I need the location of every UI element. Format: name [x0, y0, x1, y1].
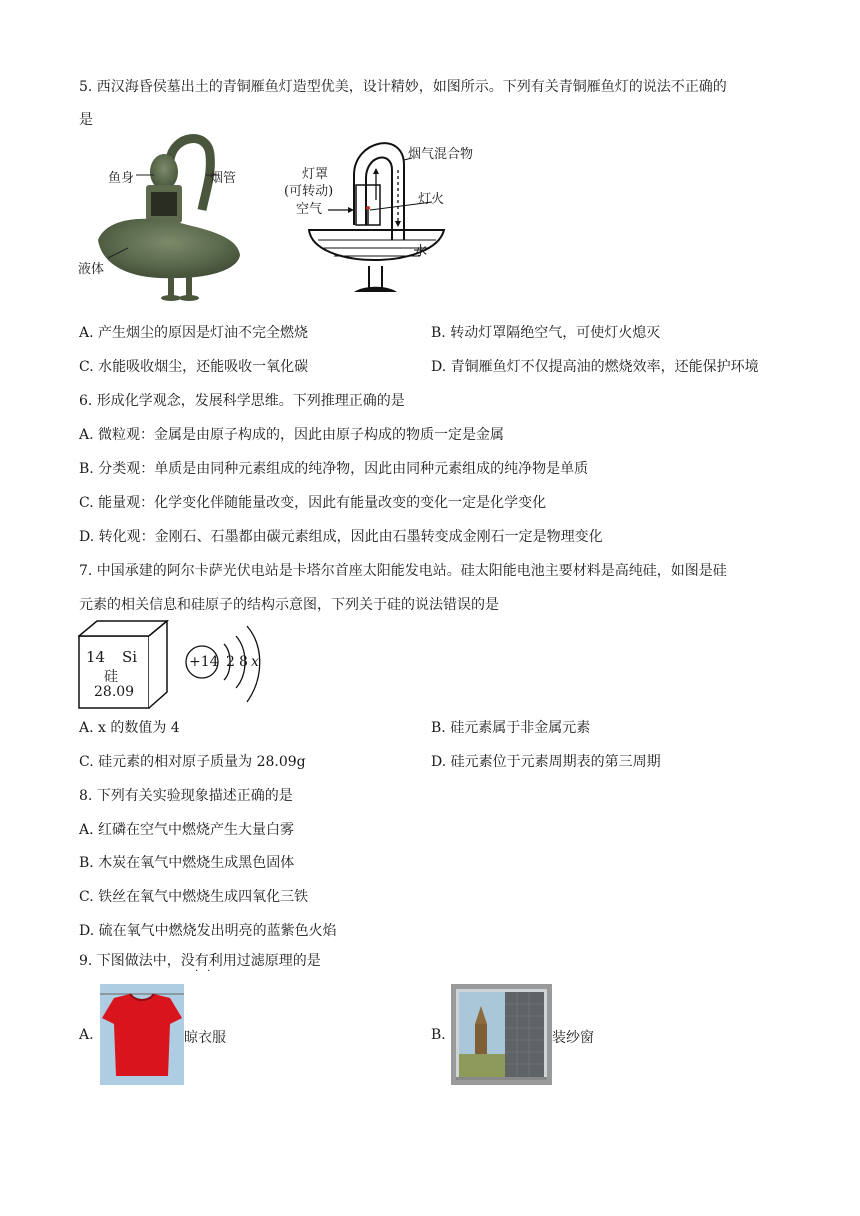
element-symbol: Si [122, 648, 138, 666]
q5-option-a: A. 产生烟尘的原因是灯油不完全燃烧 [79, 325, 309, 341]
label-rotatable: (可转动) [284, 184, 334, 199]
lamp-schematic-diagram [284, 130, 494, 300]
label-air: 空气 [296, 202, 323, 217]
q7-option-d: D. 硅元素位于元素周期表的第三周期 [431, 754, 661, 770]
q9-option-a-caption: 晾衣服 [184, 1030, 226, 1046]
q6-option-d: D. 转化观：金刚石、石墨都由碳元素组成，因此由石墨转变成金刚石一定是物理变化 [79, 529, 603, 545]
atom-shell-3: x [251, 654, 259, 670]
q7-stem-line1: 7. 中国承建的阿尔卡萨光伏电站是卡塔尔首座太阳能发电站。硅太阳能电池主要材料是高纯硅，如图是硅 [79, 563, 727, 579]
label-lamp-shade: 灯罩 [302, 167, 329, 182]
q7-stem-line2: 元素的相关信息和硅原子的结构示意图，下列关于硅的说法错误的是 [79, 597, 499, 613]
label-flame: 灯火 [418, 192, 445, 207]
q7-option-b: B. 硅元素属于非金属元素 [431, 720, 591, 736]
q9-stem: 9. 下图做法中，没有利用过滤原理的是 [79, 953, 321, 969]
silicon-atom-diagram [184, 622, 264, 706]
label-smoke-mixture: 烟气混合物 [408, 147, 474, 162]
q5-option-d: D. 青铜雁鱼灯不仅提高油的燃烧效率，还能保护环境 [431, 359, 759, 375]
q6-option-a: A. 微粒观：金属是由原子构成的，因此由原子构成的物质一定是金属 [79, 427, 505, 443]
q7-option-a: A. x 的数值为 4 [79, 720, 180, 736]
bronze-lamp-photo [78, 130, 258, 308]
atom-shell-2: 8 [239, 654, 248, 670]
q9-option-b-caption: 装纱窗 [552, 1030, 594, 1046]
element-number: 14 [86, 648, 106, 666]
label-water: 水 [414, 244, 428, 259]
q5-stem-line1: 5. 西汉海昏侯墓出土的青铜雁鱼灯造型优美，设计精妙，如图所示。下列有关青铜雁鱼灯的说法不正确的 [79, 79, 727, 95]
q8-stem: 8. 下列有关实验现象描述正确的是 [79, 788, 293, 804]
q6-option-c: C. 能量观：化学变化伴随能量改变，因此有能量改变的变化一定是化学变化 [79, 495, 547, 511]
q8-option-a: A. 红磷在空气中燃烧产生大量白雾 [79, 822, 295, 838]
red-shirt-photo [100, 984, 184, 1085]
q9-option-a-letter: A. [79, 1027, 94, 1043]
q7-option-c: C. 硅元素的相对原子质量为 28.09g [79, 754, 306, 770]
q6-stem: 6. 形成化学观念，发展科学思维。下列推理正确的是 [79, 393, 405, 409]
emphasis-dots: ·· [195, 966, 220, 977]
q5-option-b: B. 转动灯罩隔绝空气，可使灯火熄灭 [431, 325, 661, 341]
element-name: 硅 [104, 669, 118, 685]
q8-option-b: B. 木炭在氧气中燃烧生成黑色固体 [79, 855, 295, 871]
atom-nucleus: +14 [189, 654, 219, 670]
q8-option-c: C. 铁丝在氧气中燃烧生成四氧化三铁 [79, 889, 309, 905]
atom-shell-1: 2 [226, 654, 235, 670]
q5-stem-line2: 是 [79, 112, 93, 128]
q9-option-b-letter: B. [431, 1027, 446, 1043]
q5-option-c: C. 水能吸收烟尘，还能吸收一氧化碳 [79, 359, 309, 375]
q6-option-b: B. 分类观：单质是由同种元素组成的纯净物，因此由同种元素组成的纯净物是单质 [79, 461, 589, 477]
label-liquid: 液体 [78, 262, 105, 277]
label-fish-body: 鱼身 [108, 171, 135, 186]
silicon-element-card [78, 620, 170, 710]
q8-option-d: D. 硫在氧气中燃烧发出明亮的蓝紫色火焰 [79, 923, 337, 939]
element-mass: 28.09 [94, 684, 135, 700]
window-screen-photo [451, 984, 552, 1085]
label-chimney: 烟管 [210, 171, 237, 186]
